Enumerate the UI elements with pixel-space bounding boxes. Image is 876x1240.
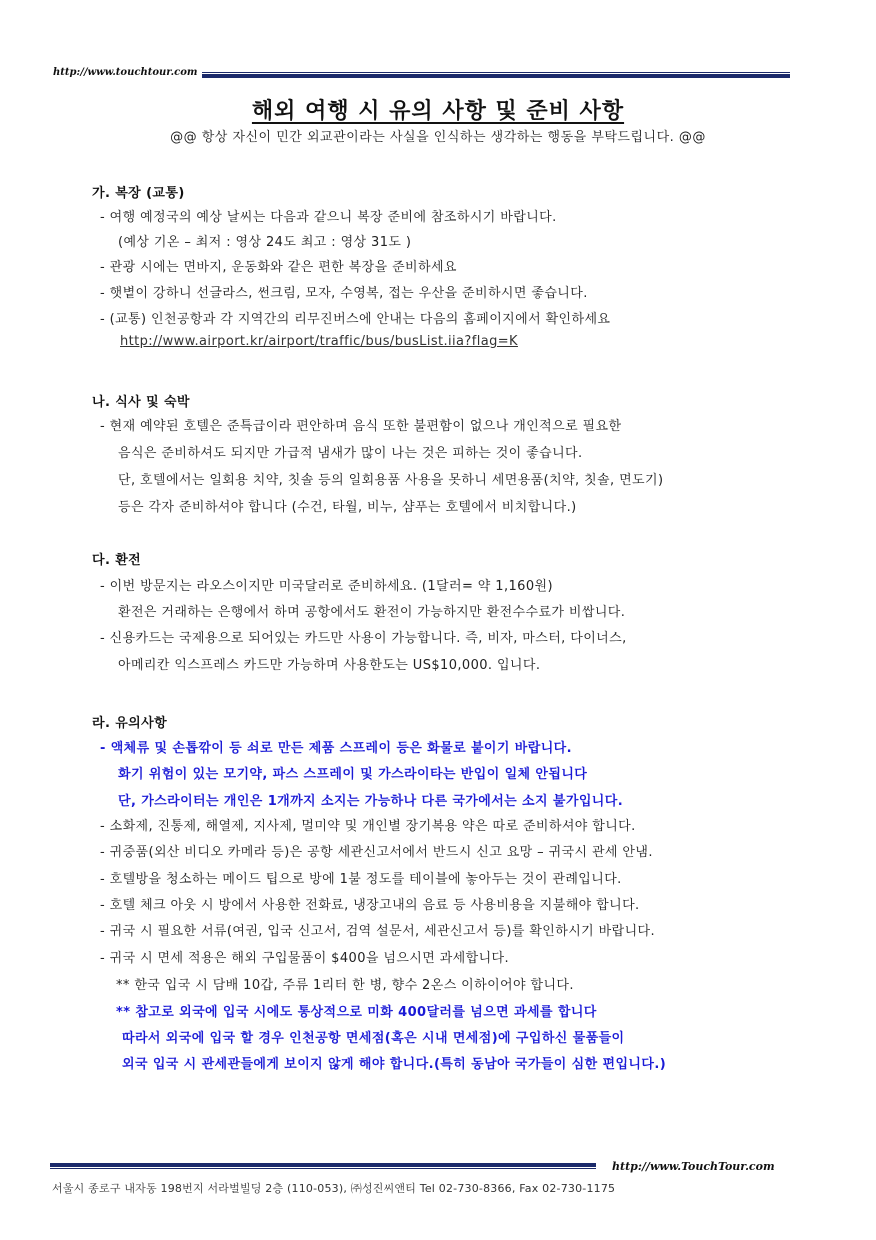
section-b-line-2: 음식은 준비하셔도 되지만 가급적 냄새가 많이 나는 것은 피하는 것이 좋습니다. [118, 446, 583, 461]
section-d-line-1: - 소화제, 진통제, 해열제, 지사제, 멀미약 및 개인별 장기복용 약은 따로 준비하셔야 합니다. [100, 819, 636, 834]
section-b-heading: 나. 식사 및 숙박 [92, 395, 190, 410]
section-a-line-1: - 여행 예정국의 예상 날씨는 다음과 같으니 복장 준비에 참조하시기 바랍니다. [100, 210, 557, 225]
section-b-line-1: - 현재 예약된 호텔은 준특급이라 편안하며 음식 또한 불편함이 없으나 개인적으로 필요한 [100, 419, 622, 434]
section-a-line-4: - 햇볕이 강하니 선글라스, 썬크림, 모자, 수영복, 접는 우산을 준비하시면 좋습니다. [100, 286, 588, 301]
section-a-line-2: (예상 기온 – 최저 : 영상 24도 최고 : 영상 31도 ) [118, 235, 412, 250]
section-d-blue2-line-2: 따라서 외국에 입국 할 경우 인천공항 면세점(혹은 시내 면세점)에 구입하신 물품들이 [122, 1031, 625, 1046]
section-c-heading: 다. 환전 [92, 553, 142, 568]
section-d-blue-line-1: - 액체류 및 손톱깎이 등 쇠로 만든 제품 스프레이 등은 화물로 붙이기 바랍니다. [100, 741, 572, 756]
section-d-blue-line-3: 단, 가스라이터는 개인은 1개까지 소지는 가능하나 다른 국가에서는 소지 불가입니다. [118, 794, 624, 809]
section-d-blue-line-2: 화기 위험이 있는 모기약, 파스 스프레이 및 가스라이타는 반입이 일체 안됩니다 [118, 767, 588, 782]
section-a-line-5: - (교통) 인천공항과 각 지역간의 리무진버스에 안내는 다음의 홈페이지에서 확인하세요 [100, 312, 611, 327]
section-d-line-3: - 호텔방을 청소하는 메이드 팁으로 방에 1불 정도를 테이블에 놓아두는 것이 관례입니다. [100, 872, 622, 887]
section-d-heading: 라. 유의사항 [92, 716, 168, 731]
page-title-text: 해외 여행 시 유의 사항 및 준비 사항 [251, 99, 625, 124]
section-d-line-5: - 귀국 시 필요한 서류(여권, 입국 신고서, 검역 설문서, 세관신고서 등)를 확인하시기 바랍니다. [100, 924, 656, 939]
page-subtitle: @@ 항상 자신이 민간 외교관이라는 사실을 인식하는 생각하는 행동을 부탁드립니다. @@ [170, 130, 706, 145]
footer-address: 서울시 종로구 내자동 198번지 서라벌빌딩 2층 (110-053), ㈜성진씨앤티 Tel 02-730-8366, Fax 02-730-1175 [52, 1182, 616, 1195]
section-c-line-2: 환전은 거래하는 은행에서 하며 공항에서도 환전이 가능하지만 환전수수료가 비쌉니다. [118, 605, 626, 620]
airport-bus-link[interactable]: http://www.airport.kr/airport/traffic/bus/busList.iia?flag=K [120, 334, 518, 349]
section-b-line-3: 단, 호텔에서는 일회용 치약, 칫솔 등의 일회용품 사용을 못하니 세면용품(치약, 칫솔, 면도기) [118, 473, 664, 488]
page-title [0, 94, 876, 125]
section-c-line-1: - 이번 방문지는 라오스이지만 미국달러로 준비하세요. (1달러= 약 1,160원) [100, 579, 553, 594]
section-a-line-3: - 관광 시에는 면바지, 운동화와 같은 편한 복장을 준비하세요 [100, 260, 457, 275]
section-d-line-6: - 귀국 시 면세 적용은 해외 구입물품이 $400을 넘으시면 과세합니다. [100, 951, 510, 966]
section-d-blue2-line-3: 외국 입국 시 관세관들에게 보이지 않게 해야 합니다.(특히 동남아 국가들이 심한 편입니다.) [122, 1057, 667, 1072]
header-rule [202, 72, 790, 78]
footer-url: http://www.TouchTour.com [612, 1160, 775, 1173]
section-d-line-7: ** 한국 입국 시 담배 10갑, 주류 1리터 한 병, 향수 2온스 이하이어야 합니다. [116, 978, 574, 993]
section-d-line-2: - 귀중품(외산 비디오 카메라 등)은 공항 세관신고서에서 반드시 신고 요망 – 귀국시 관세 안냄. [100, 845, 653, 860]
section-c-line-3: - 신용카드는 국제용으로 되어있는 카드만 사용이 가능합니다. 즉, 비자, 마스터, 다이너스, [100, 631, 627, 646]
section-d-line-4: - 호텔 체크 아웃 시 방에서 사용한 전화료, 냉장고내의 음료 등 사용비용을 지불해야 합니다. [100, 898, 640, 913]
section-a-heading: 가. 복장 (교통) [92, 186, 185, 201]
section-b-line-4: 등은 각자 준비하셔야 합니다 (수건, 타월, 비누, 샴푸는 호텔에서 비치합니다.) [118, 500, 577, 515]
section-c-line-4: 아메리칸 익스프레스 카드만 가능하며 사용한도는 US$10,000. 입니다. [118, 658, 541, 673]
header-url: http://www.touchtour.com [53, 67, 198, 78]
section-d-blue2-line-1: ** 참고로 외국에 입국 시에도 통상적으로 미화 400달러를 넘으면 과세를 합니다 [116, 1005, 597, 1020]
footer-rule [50, 1163, 596, 1169]
